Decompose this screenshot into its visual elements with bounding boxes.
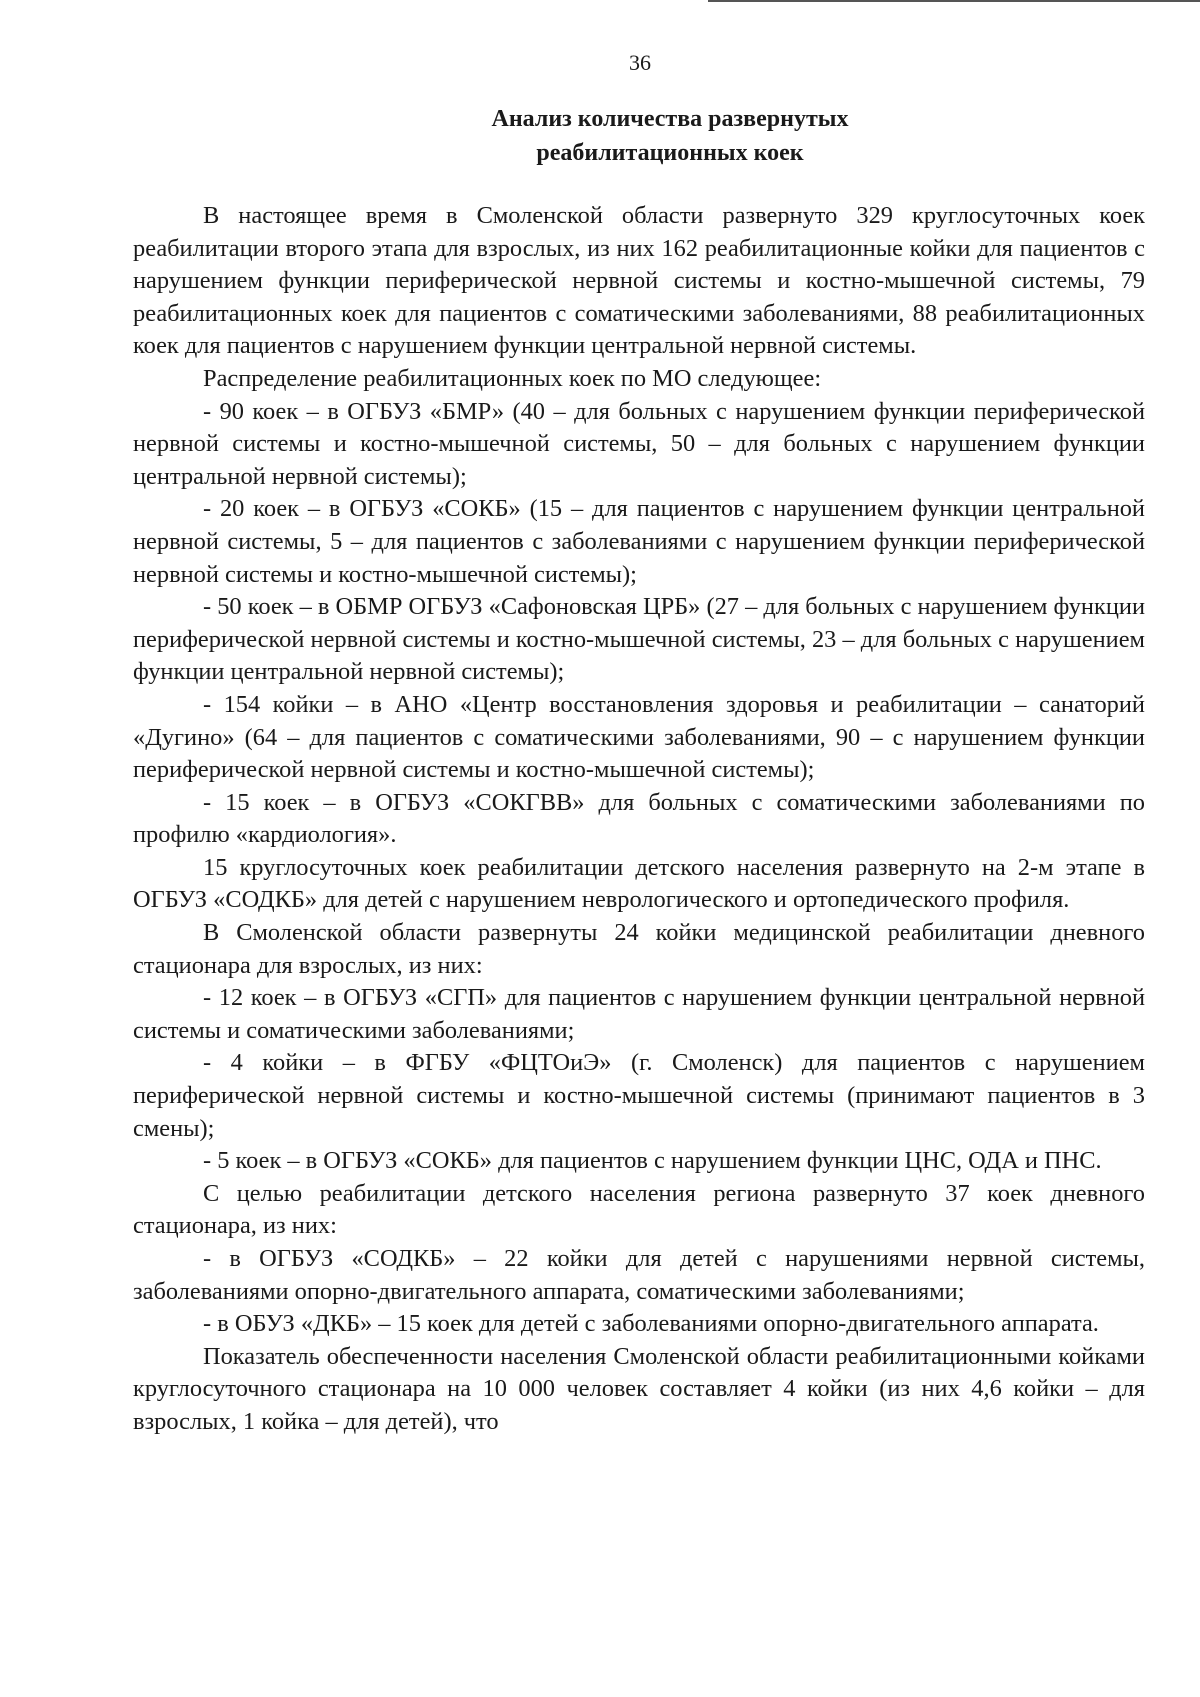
list-item-bmr: - 90 коек – в ОГБУЗ «БМР» (40 – для больных с нарушением функции периферической нервной системы и костно-мышечной системы, 50 – для больных с нарушением функции центральной нервной системы); [133, 397, 1145, 490]
list-item-sodkb: - в ОГБУЗ «СОДКБ» – 22 койки для детей с нарушениями нервной системы, заболеваниями опорно-двигательного аппарата, соматическими заболеваниями; [133, 1245, 1145, 1305]
list-item-dugino: - 154 койки – в АНО «Центр восстановления здоровья и реабилитации – санаторий «Дугино» (64 – для пациентов с соматическими заболеваниями, 90 – с нарушением функции периферической нервной системы и костно-мышечной системы); [133, 690, 1145, 784]
paragraph-distribution-intro: Распределение реабилитационных коек по МО следующее: [203, 364, 822, 392]
paragraph-children-24h: 15 круглосуточных коек реабилитации детского населения развернуто на 2-м этапе в ОГБУЗ «СОДКБ» для детей с нарушением неврологического и ортопедического профиля. [133, 853, 1145, 914]
body-text [133, 200, 1145, 1439]
page-number: 36 [629, 50, 651, 75]
paragraph-day-stationary-adults: В Смоленской области развернуты 24 койки медицинской реабилитации дневного стационара для взрослых, из них: [133, 919, 1145, 979]
list-item-fctoie: - 4 койки – в ФГБУ «ФЦТОиЭ» (г. Смоленск) для пациентов с нарушением периферической нервной системы и костно-мышечной системы (принимают пациентов в 3 смены); [133, 1049, 1145, 1142]
page-title-line-1: Анализ количества развернутых [491, 106, 849, 132]
list-item-sgp: - 12 коек – в ОГБУЗ «СГП» для пациентов с нарушением функции центральной нервной системы и соматическими заболеваниями; [133, 984, 1145, 1044]
page-title [360, 102, 980, 170]
list-item-sokgvv: - 15 коек – в ОГБУЗ «СОКГВВ» для больных с соматическими заболеваниями по профилю «кардиология». [133, 788, 1145, 849]
paragraph-bed-total: В настоящее время в Смоленской области развернуто 329 круглосуточных коек реабилитации второго этапа для взрослых, из них 162 реабилитационные койки для пациентов с нарушением функции периферической нервной системы и костно-мышечной системы, 79 реабилитационных коек для пациентов с соматическими заболеваниями, 88 реабилитационных коек для пациентов с нарушением функции центральной нервной системы. [133, 202, 1145, 360]
paragraph-day-stationary-children: С целью реабилитации детского населения региона развернуто 37 коек дневного стационара, из них: [133, 1179, 1145, 1240]
page-title-line-2: реабилитационных коек [536, 140, 804, 166]
list-item-safonovo: - 50 коек – в ОБМР ОГБУЗ «Сафоновская ЦРБ» (27 – для больных с нарушением функции периферической нервной системы и костно-мышечной системы, 23 – для больных с нарушением функции центральной нервной системы); [133, 593, 1145, 686]
list-item-dkb: - в ОБУЗ «ДКБ» – 15 коек для детей с заболеваниями опорно-двигательного аппарата. [203, 1310, 1099, 1338]
top-edge-line [708, 0, 1200, 2]
paragraph-provision-indicator: Показатель обеспеченности населения Смоленской области реабилитационными койками круглосуточного стационара на 10 000 человек составляет 4 койки (из них 4,6 койки – для взрослых, 1 койка – для детей), что [133, 1342, 1145, 1435]
list-item-sokb: - 20 коек – в ОГБУЗ «СОКБ» (15 – для пациентов с нарушением функции центральной нервной системы, 5 – для пациентов с заболеваниями с нарушением функции периферической нервной системы и костно-мышечной системы); [133, 495, 1145, 588]
list-item-sokb-day: - 5 коек – в ОГБУЗ «СОКБ» для пациентов с нарушением функции ЦНС, ОДА и ПНС. [203, 1147, 1102, 1175]
